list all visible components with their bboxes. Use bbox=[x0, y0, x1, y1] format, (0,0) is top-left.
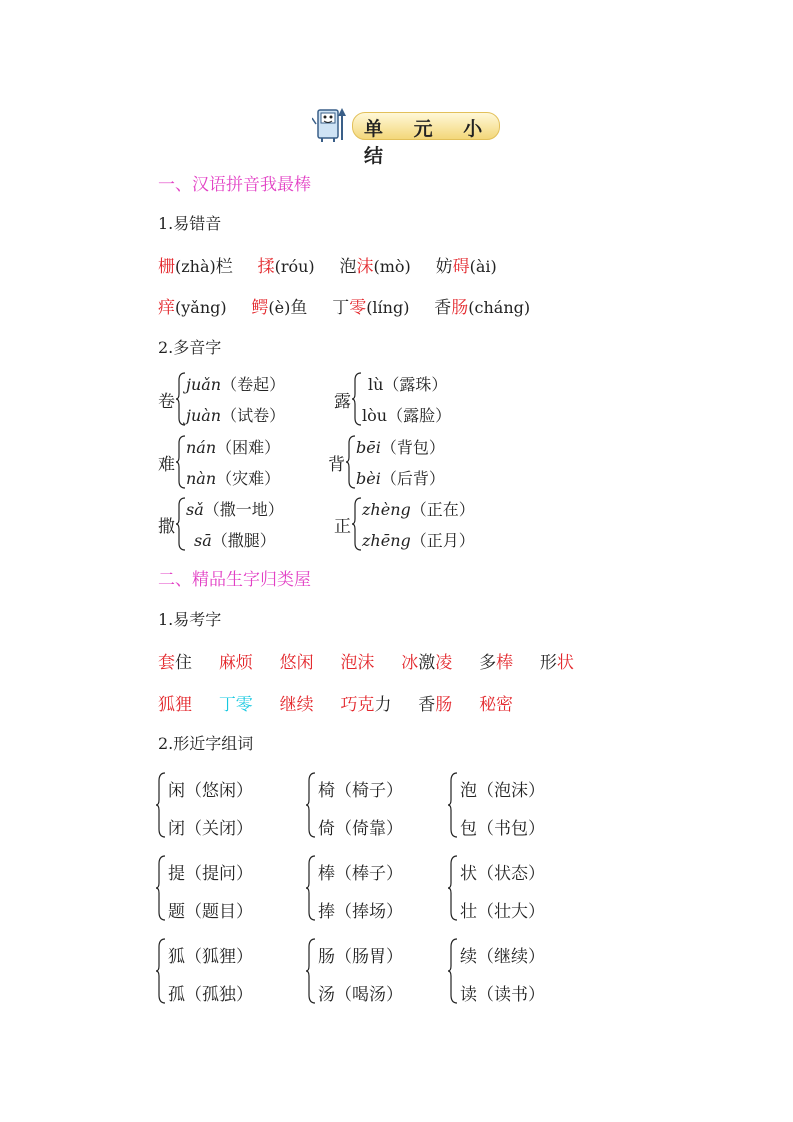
key-word-black: 多 bbox=[479, 653, 497, 673]
example-word: （卷起） bbox=[221, 375, 286, 394]
brace-icon bbox=[156, 855, 166, 921]
similar-char-entry: 续（继续） bbox=[460, 947, 545, 967]
similar-char-entry: 闭（关闭） bbox=[168, 819, 253, 839]
similar-char-entry: 提（提问） bbox=[168, 864, 253, 884]
brace-icon bbox=[306, 855, 316, 921]
similar-char-entry: 汤（喝汤） bbox=[318, 985, 403, 1005]
brace-icon bbox=[352, 497, 362, 551]
word: 痒 bbox=[158, 298, 175, 318]
brace-icon bbox=[346, 435, 356, 489]
example-word: （露珠） bbox=[383, 375, 448, 394]
section1-sub2: 2.多音字 bbox=[158, 338, 222, 357]
word-prefix: 妨 bbox=[435, 257, 453, 277]
similar-char-entry: 泡（泡沫） bbox=[460, 781, 545, 801]
brace-icon bbox=[156, 938, 166, 1004]
poly-char: 正 bbox=[334, 517, 351, 537]
similar-char-entry: 捧（捧场） bbox=[318, 902, 403, 922]
similar-char-groups bbox=[156, 770, 576, 1010]
word-tail: 鱼 bbox=[290, 298, 308, 318]
pinyin: bēi bbox=[356, 438, 381, 457]
example-word: （试卷） bbox=[221, 406, 286, 425]
poly-char: 背 bbox=[328, 455, 345, 475]
key-word-black: 香 bbox=[418, 695, 436, 715]
brace-icon bbox=[306, 938, 316, 1004]
word: 揉 bbox=[257, 257, 275, 277]
key-word-red: 继续 bbox=[279, 695, 314, 715]
pinyin: (róu) bbox=[274, 257, 315, 276]
key-word-red: 泡沫 bbox=[340, 653, 375, 673]
similar-char-entry: 棒（棒子） bbox=[318, 864, 403, 884]
section1-sub1: 1.易错音 bbox=[158, 214, 222, 233]
key-word-red: 麻烦 bbox=[218, 653, 253, 673]
brace-icon bbox=[176, 497, 186, 551]
word-prefix: 丁 bbox=[332, 298, 350, 318]
key-word-red: 秘密 bbox=[479, 695, 514, 715]
example-word: （背包） bbox=[380, 438, 445, 457]
pinyin: bèi bbox=[356, 469, 381, 488]
key-word-red: 悠闲 bbox=[279, 653, 314, 673]
key-word-black: 形 bbox=[539, 653, 557, 673]
pinyin: sǎ bbox=[186, 500, 204, 519]
key-word-red: 套 bbox=[158, 653, 175, 673]
poly-char: 难 bbox=[158, 455, 175, 475]
word-tail: 栏 bbox=[215, 257, 233, 277]
pinyin: juàn bbox=[186, 406, 222, 425]
similar-char-entry: 椅（椅子） bbox=[318, 781, 403, 801]
example-word: （正在） bbox=[410, 500, 475, 519]
title-text: 单 元 小 结 bbox=[364, 118, 495, 167]
pinyin: sā bbox=[194, 531, 212, 550]
key-words-row-1 bbox=[158, 648, 574, 673]
pinyin: lù bbox=[368, 375, 384, 394]
section1-heading: 一、汉语拼音我最棒 bbox=[158, 175, 311, 195]
similar-char-entry: 状（状态） bbox=[460, 864, 545, 884]
brace-icon bbox=[176, 435, 186, 489]
pinyin: (mò) bbox=[373, 257, 411, 276]
brace-icon bbox=[448, 772, 458, 838]
book-mascot-icon bbox=[312, 104, 356, 144]
example-word: （撒腿） bbox=[211, 531, 276, 550]
example-word: （灾难） bbox=[216, 469, 281, 488]
poly-char: 卷 bbox=[158, 392, 175, 412]
key-word-black: 激 bbox=[418, 653, 436, 673]
pinyin: (ài) bbox=[469, 257, 497, 276]
key-word-red: 巧克 bbox=[340, 695, 375, 715]
section2-heading: 二、精品生字归类屋 bbox=[158, 570, 311, 590]
brace-icon bbox=[352, 372, 362, 426]
example-word: （正月） bbox=[410, 531, 475, 550]
key-word-red: 状 bbox=[556, 653, 574, 673]
pinyin: (líng) bbox=[366, 298, 410, 317]
similar-char-entry: 闲（悠闲） bbox=[168, 781, 253, 801]
pinyin: (zhà) bbox=[175, 257, 216, 276]
brace-icon bbox=[448, 938, 458, 1004]
word: 肠 bbox=[451, 298, 469, 318]
pinyin: (yǎng) bbox=[175, 298, 227, 317]
pinyin: zhēng bbox=[362, 531, 411, 550]
poly-char: 撒 bbox=[158, 517, 175, 537]
key-word-black: 力 bbox=[374, 695, 392, 715]
key-word-cyan: 丁零 bbox=[218, 695, 253, 715]
key-word-red: 棒 bbox=[496, 653, 514, 673]
unit-summary-title bbox=[312, 104, 502, 167]
brace-icon bbox=[448, 855, 458, 921]
pinyin: (è) bbox=[268, 298, 291, 317]
key-word-red: 冰 bbox=[401, 653, 419, 673]
section2-sub1: 1.易考字 bbox=[158, 610, 222, 629]
word: 沫 bbox=[356, 257, 374, 277]
section2-sub2: 2.形近字组词 bbox=[158, 734, 254, 753]
key-words-row-2 bbox=[158, 690, 513, 715]
word: 零 bbox=[349, 298, 367, 318]
similar-char-entry: 狐（狐狸） bbox=[168, 947, 253, 967]
poly-char: 露 bbox=[334, 392, 351, 412]
word: 碍 bbox=[452, 257, 470, 277]
word-prefix: 香 bbox=[434, 298, 452, 318]
brace-icon bbox=[306, 772, 316, 838]
example-word: （后背） bbox=[380, 469, 445, 488]
brace-icon bbox=[176, 372, 186, 426]
key-word-red: 狐狸 bbox=[158, 695, 192, 715]
key-word-black: 住 bbox=[175, 653, 192, 673]
similar-char-entry: 题（题目） bbox=[168, 902, 253, 922]
pinyin: (cháng) bbox=[468, 298, 531, 317]
word: 鳄 bbox=[251, 298, 269, 318]
similar-char-entry: 包（书包） bbox=[460, 819, 545, 839]
example-word: （露脸） bbox=[387, 406, 452, 425]
error-prone-row-2 bbox=[158, 293, 530, 318]
error-prone-row-1 bbox=[158, 252, 497, 277]
similar-char-entry: 壮（壮大） bbox=[460, 902, 545, 922]
word: 栅 bbox=[158, 257, 175, 277]
pinyin: nán bbox=[186, 438, 217, 457]
similar-char-entry: 读（读书） bbox=[460, 985, 545, 1005]
similar-char-entry: 孤（孤独） bbox=[168, 985, 253, 1005]
pinyin: juǎn bbox=[186, 375, 222, 394]
word-prefix: 泡 bbox=[339, 257, 357, 277]
pinyin: lòu bbox=[362, 406, 388, 425]
pinyin: nàn bbox=[186, 469, 217, 488]
pinyin: zhèng bbox=[362, 500, 411, 519]
example-word: （撒一地） bbox=[203, 500, 284, 519]
key-word-red: 凌 bbox=[435, 653, 453, 673]
brace-icon bbox=[156, 772, 166, 838]
key-word-red: 肠 bbox=[435, 695, 453, 715]
similar-char-entry: 肠（肠胃） bbox=[318, 947, 403, 967]
example-word: （困难） bbox=[216, 438, 281, 457]
polyphonic-block bbox=[158, 370, 508, 555]
similar-char-entry: 倚（倚靠） bbox=[318, 819, 403, 839]
